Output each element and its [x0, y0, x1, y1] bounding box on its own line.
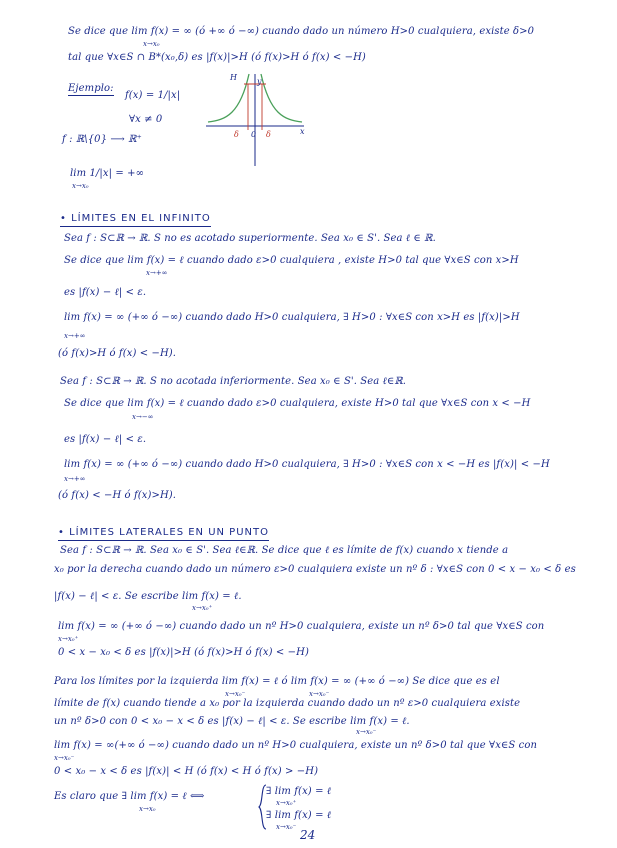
- line-1: Se dice que lim f(x) = ∞ (ó +∞ ó −∞) cuando dado un número H>0 cualquiera, existe δ>0: [68, 26, 535, 37]
- line-6: lim f(x) = ∞ (+∞ ó −∞) cuando dado H>0 cualquiera, ∃ H>0 : ∀x∈S con x>H es |f(x)|>H: [64, 312, 520, 323]
- example-condition: ∀x ≠ 0: [129, 114, 163, 125]
- line-16: lim f(x) = ∞ (+∞ ó −∞) cuando dado un nº H>0 cualquiera, existe un nº δ>0 tal que ∀x∈S con: [58, 621, 545, 632]
- line-14: x₀ por la derecha cuando dado un número ε>0 cualquiera existe un nº δ : ∀x∈S con 0 < x − x₀ < δ es: [54, 564, 576, 575]
- example-limit: lim 1/|x| = +∞: [70, 168, 145, 179]
- line-8: Sea f : S⊂ℝ → ℝ. S no acotada inferiormente. Sea x₀ ∈ S'. Sea ℓ∈ℝ.: [60, 376, 407, 387]
- graph-label-H: H: [230, 73, 237, 82]
- line-18-sub-1: x→x₀⁻: [225, 690, 246, 698]
- line-18-sub-2: x→x₀⁻: [309, 690, 330, 698]
- line-6-sub: x→+∞: [64, 332, 86, 340]
- line-12: (ó f(x) < −H ó f(x)>H).: [58, 490, 177, 501]
- line-4-sub: x→+∞: [146, 269, 168, 277]
- example-label: Ejemplo:: [68, 83, 114, 94]
- line-22: 0 < x₀ − x < δ es |f(x)| < H (ó f(x) < H ó f(x) > −H): [54, 766, 319, 777]
- line-19: límite de f(x) cuando tiende a x₀ por la izquierda cuando dado un nº ε>0 cualquiera existe: [54, 698, 521, 709]
- line-5: es |f(x) − ℓ| < ε.: [64, 287, 147, 298]
- line-20: un nº δ>0 con 0 < x₀ − x < δ es |f(x) − ℓ| < ε. Se escribe lim f(x) = ℓ.: [54, 716, 410, 727]
- line-24b-sub: x→x₀⁻: [276, 823, 297, 831]
- line-15: |f(x) − ℓ| < ε. Se escribe lim f(x) = ℓ.: [54, 591, 242, 602]
- example-limit-sub: x→x₀: [72, 182, 89, 190]
- line-13: Sea f : S⊂ℝ → ℝ. Sea x₀ ∈ S'. Sea ℓ∈ℝ. Se dice que ℓ es límite de f(x) cuando x tiende a: [60, 545, 509, 556]
- line-20-sub: x→x₀⁻: [356, 728, 377, 736]
- graph-label-zero: 0: [251, 130, 257, 139]
- line-3: Sea f : S⊂ℝ → ℝ. S no es acotado superiormente. Sea x₀ ∈ S'. Sea ℓ ∈ ℝ.: [64, 233, 436, 244]
- graph-label-delta-right: δ: [266, 130, 271, 139]
- heading-limits-infinity: • LÍMITES EN EL INFINITO: [60, 213, 211, 227]
- line-9-sub: x→−∞: [132, 413, 154, 421]
- line-21: lim f(x) = ∞(+∞ ó −∞) cuando dado un nº H>0 cualquiera, existe un nº δ>0 tal que ∀x∈S con: [54, 740, 538, 751]
- line-24a-sub: x→x₀⁺: [276, 799, 297, 807]
- line-10: es |f(x) − ℓ| < ε.: [64, 434, 147, 445]
- line-11: lim f(x) = ∞ (+∞ ó −∞) cuando dado H>0 cualquiera, ∃ H>0 : ∀x∈S con x < −H es |f(x)| < −H: [64, 459, 550, 470]
- example-function: f(x) = 1/|x|: [125, 90, 181, 101]
- line-15-sub: x→x₀⁺: [192, 604, 213, 612]
- curve-right: [261, 74, 302, 122]
- line-11-sub: x→+∞: [64, 475, 86, 483]
- example-map: f : ℝ\{0} ⟶ ℝ⁺: [62, 134, 142, 145]
- graph-label-y: y: [257, 77, 262, 86]
- line-7: (ó f(x)>H ó f(x) < −H).: [58, 348, 177, 359]
- line-9: Se dice que lim f(x) = ℓ cuando dado ε>0 cualquiera, existe H>0 tal que ∀x∈S con x < −H: [64, 398, 531, 409]
- line-16-sub: x→x₀⁺: [58, 635, 79, 643]
- graph-label-delta-left: δ: [234, 130, 239, 139]
- line-21-sub: x→x₀⁻: [54, 754, 75, 762]
- line-18: Para los límites por la izquierda lim f(x) = ℓ ó lim f(x) = ∞ (+∞ ó −∞) Se dice que es el: [54, 676, 500, 687]
- line-4: Se dice que lim f(x) = ℓ cuando dado ε>0 cualquiera , existe H>0 tal que ∀x∈S con x>H: [64, 255, 519, 266]
- graph-label-x: x: [300, 127, 305, 136]
- curve-left: [208, 74, 249, 122]
- line-24a: ∃ lim f(x) = ℓ: [266, 786, 332, 797]
- example-graph: [206, 70, 310, 168]
- line-23: Es claro que ∃ lim f(x) = ℓ ⟺: [54, 791, 205, 802]
- line-23-sub: x→x₀: [139, 805, 156, 813]
- heading-lateral-limits: • LÍMITES LATERALES EN UN PUNTO: [58, 527, 269, 541]
- line-1-sub: x→x₀: [143, 40, 160, 48]
- page-number: 24: [300, 828, 316, 842]
- line-17: 0 < x − x₀ < δ es |f(x)|>H (ó f(x)>H ó f(x) < −H): [58, 647, 309, 658]
- line-2: tal que ∀x∈S ∩ B*(x₀,δ) es |f(x)|>H (ó f(x)>H ó f(x) < −H): [68, 52, 366, 63]
- line-24b: ∃ lim f(x) = ℓ: [266, 810, 332, 821]
